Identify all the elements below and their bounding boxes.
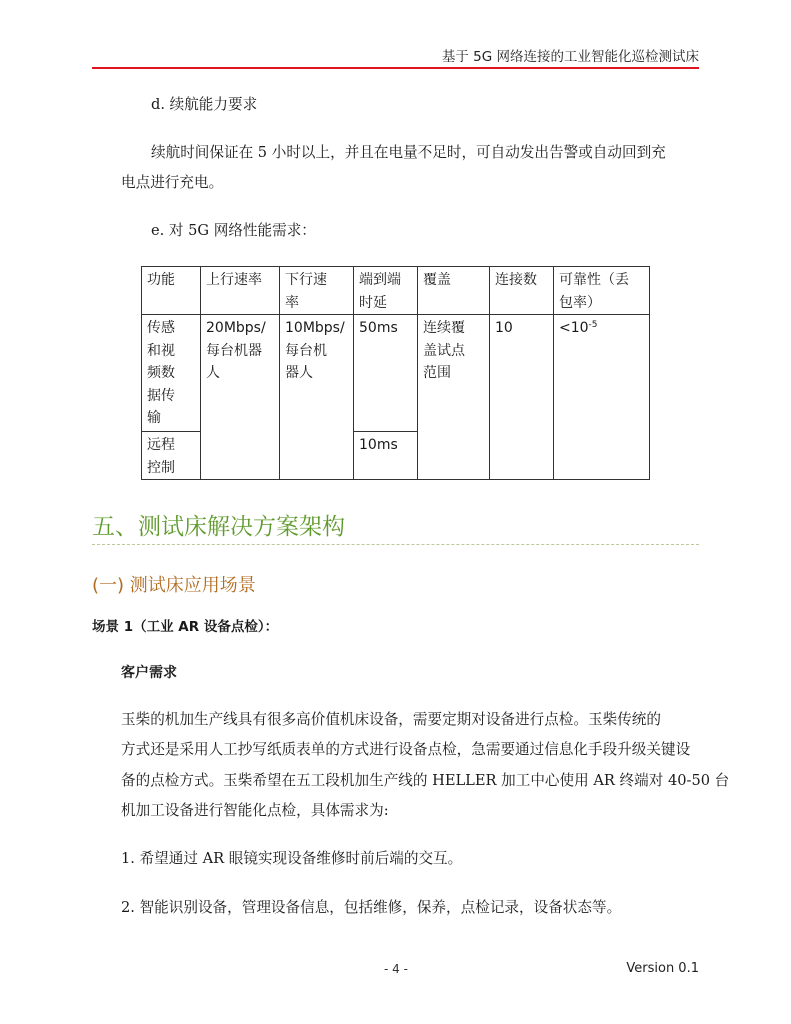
reliability-exponent: -5	[588, 320, 598, 330]
table-cell-uplink: 20Mbps/ 每台机器 人	[201, 315, 280, 480]
need-item: 2. 智能识别设备，管理设备信息，包括维修，保养，点检记录，设备状态等。	[121, 899, 622, 916]
table-row	[142, 315, 650, 432]
table-header-cell: 可靠性（丢 包率）	[554, 267, 650, 315]
header-divider	[92, 67, 699, 69]
table-cell-connections: 10	[490, 315, 554, 480]
table-header-cell: 上行速率	[201, 267, 280, 315]
page-number: - 4 -	[384, 962, 408, 976]
reliability-base: <10	[559, 320, 589, 336]
header-title: 基于 5G 网络连接的工业智能化巡检测试床	[441, 49, 699, 65]
table-cell-function: 远程 控制	[142, 432, 201, 480]
table-cell-latency: 10ms	[354, 432, 418, 480]
table-header-cell: 覆盖	[418, 267, 490, 315]
table-header-row	[142, 267, 650, 315]
table-header-cell: 功能	[142, 267, 201, 315]
section-d-line1: 续航时间保证在 5 小时以上，并且在电量不足时，可自动发出告警或自动回到充	[151, 144, 666, 161]
section-e-label: e. 对 5G 网络性能需求：	[151, 222, 316, 239]
scene-title: 场景 1（工业 AR 设备点检）：	[92, 619, 279, 635]
table-cell-downlink: 10Mbps/ 每台机 器人	[280, 315, 354, 480]
table-cell-latency: 50ms	[354, 315, 418, 432]
section-d-line2: 电点进行充电。	[121, 174, 224, 191]
need-item: 1. 希望通过 AR 眼镜实现设备维修时前后端的交互。	[121, 850, 463, 867]
paragraph-line: 方式还是采用人工抄写纸质表单的方式进行设备点检，急需要通过信息化手段升级关键设	[121, 741, 691, 758]
heading-divider	[92, 544, 699, 545]
table-cell-coverage: 连续覆 盖试点 范围	[418, 315, 490, 480]
table-cell-reliability	[554, 315, 650, 480]
paragraph-line: 备的点检方式。玉柴希望在五工段机加生产线的 HELLER 加工中心使用 AR 终端对 40-50 台	[121, 772, 730, 789]
table-header-cell: 连接数	[490, 267, 554, 315]
version-label: Version 0.1	[626, 961, 699, 976]
subsection-heading-1: (一) 测试床应用场景	[92, 575, 256, 596]
paragraph-line: 玉柴的机加生产线具有很多高价值机床设备，需要定期对设备进行点检。玉柴传统的	[121, 711, 661, 728]
table-cell-function: 传感 和视 频数 据传 输	[142, 315, 201, 432]
table-header-cell: 下行速 率	[280, 267, 354, 315]
table-header-cell: 端到端 时延	[354, 267, 418, 315]
paragraph-line: 机加工设备进行智能化点检，具体需求为:	[121, 802, 389, 819]
customer-needs-title: 客户需求	[121, 665, 177, 681]
section-heading-5: 五、测试床解决方案架构	[92, 514, 345, 540]
section-d-label: d. 续航能力要求	[151, 96, 258, 113]
network-performance-table	[141, 266, 650, 480]
